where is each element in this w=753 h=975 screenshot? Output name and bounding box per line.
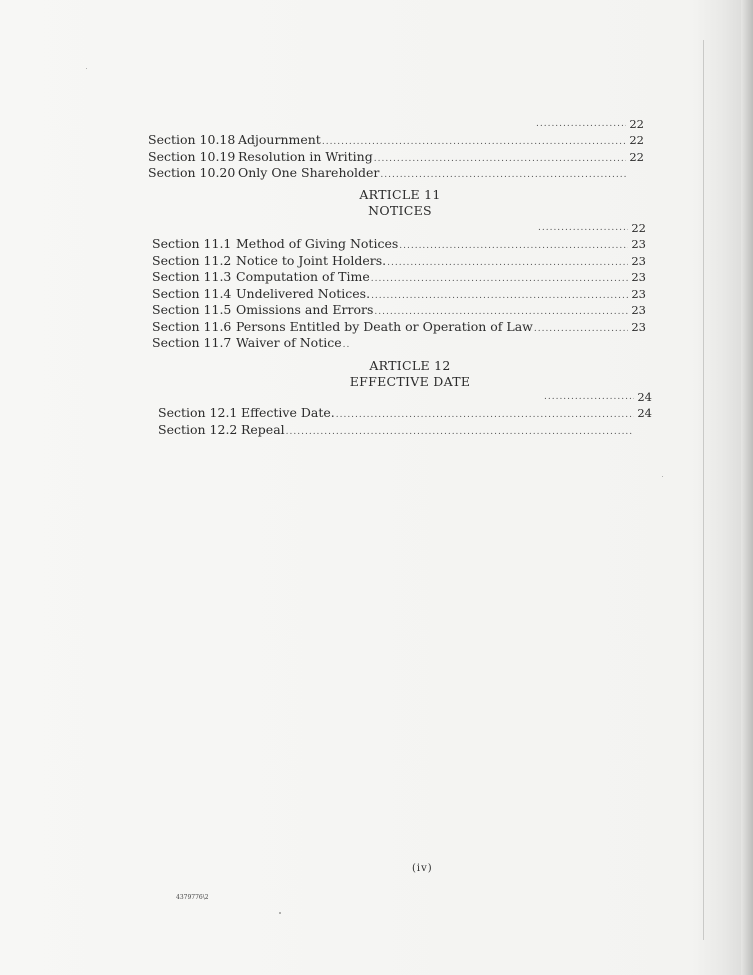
page-number: 24 xyxy=(637,389,652,404)
toc-group-article-11 xyxy=(152,222,646,352)
toc-row xyxy=(152,236,646,253)
toc-row xyxy=(148,165,644,182)
dot-leader xyxy=(544,389,634,406)
toc-top-page-number xyxy=(148,118,644,132)
dot-leader xyxy=(371,271,628,288)
toc-group-article-12 xyxy=(158,391,652,438)
toc-row xyxy=(152,302,646,319)
section-number: Section 12.1 xyxy=(158,405,238,420)
page-number: 22 xyxy=(629,133,644,147)
dot-leader xyxy=(286,424,634,441)
page-number: 23 xyxy=(631,303,646,317)
toc-top-page-number xyxy=(152,222,646,236)
scan-speck xyxy=(86,68,87,69)
section-number: Section 11.4 xyxy=(152,285,232,301)
section-number: Section 12.2 xyxy=(158,421,238,437)
page-number: 23 xyxy=(631,253,646,268)
section-number: Section 10.20 xyxy=(148,165,236,180)
dot-leader xyxy=(374,151,626,168)
section-number: Section 11.7 xyxy=(152,335,232,350)
dot-leader xyxy=(343,337,349,354)
section-title: Only One Shareholder xyxy=(238,165,380,180)
footer-page-number: (iv) xyxy=(412,863,433,874)
page-number: 23 xyxy=(631,270,646,284)
document-id: 4379776\2 xyxy=(176,894,209,901)
section-title: Waiver of Notice xyxy=(236,335,342,350)
article-heading: ARTICLE 12 xyxy=(369,358,451,373)
page-number: 24 xyxy=(637,406,652,420)
scan-speck xyxy=(279,912,281,914)
section-number: Section 10.18 xyxy=(148,132,236,147)
page-number: 23 xyxy=(631,319,646,334)
toc-row xyxy=(148,132,644,149)
page-number: 22 xyxy=(629,149,644,164)
dot-leader xyxy=(380,167,626,184)
section-number: Section 11.3 xyxy=(152,269,232,284)
section-title: Adjournment xyxy=(238,132,321,147)
section-title: Undelivered Notices. xyxy=(236,285,371,301)
section-number: Section 11.6 xyxy=(152,318,232,334)
toc-row xyxy=(152,269,646,286)
page-number: 22 xyxy=(631,220,646,235)
toc-row xyxy=(152,335,646,352)
article-11-heading-block xyxy=(300,187,500,219)
article-subheading: NOTICES xyxy=(368,203,432,218)
dot-leader xyxy=(538,220,628,237)
toc-row xyxy=(152,253,646,270)
toc-row xyxy=(158,422,652,439)
page-edge-shadow xyxy=(741,0,753,975)
dot-leader xyxy=(534,321,628,338)
section-number: Section 11.1 xyxy=(152,236,232,251)
scan-speck xyxy=(662,476,663,477)
dot-leader xyxy=(399,238,628,255)
section-title: Method of Giving Notices xyxy=(236,236,399,251)
section-title: Effective Date. xyxy=(241,405,335,420)
section-title: Computation of Time xyxy=(236,269,370,284)
page-number: 23 xyxy=(631,286,646,301)
section-title: Repeal xyxy=(241,421,285,437)
section-number: Section 11.5 xyxy=(152,302,232,317)
section-title: Resolution in Writing xyxy=(238,148,373,164)
dot-leader xyxy=(536,116,626,133)
toc-row xyxy=(148,149,644,166)
toc-row xyxy=(152,286,646,303)
dot-leader xyxy=(371,288,628,305)
section-number: Section 10.19 xyxy=(148,148,236,164)
dot-leader xyxy=(387,255,628,272)
toc-group-article-10 xyxy=(148,118,644,182)
article-subheading: EFFECTIVE DATE xyxy=(349,374,471,389)
dot-leader xyxy=(336,407,634,424)
page-edge-line xyxy=(703,40,704,940)
page-number: 22 xyxy=(629,116,644,131)
toc-row xyxy=(152,319,646,336)
section-number: Section 11.2 xyxy=(152,252,232,268)
article-12-heading-block xyxy=(310,358,510,390)
toc-top-page-number xyxy=(158,391,652,405)
article-heading: ARTICLE 11 xyxy=(359,187,441,202)
section-title: Notice to Joint Holders. xyxy=(236,252,387,268)
section-title: Persons Entitled by Death or Operation of Law xyxy=(236,318,533,334)
toc-row xyxy=(158,405,652,422)
page-number: 23 xyxy=(631,237,646,251)
section-title: Omissions and Errors xyxy=(236,302,374,317)
